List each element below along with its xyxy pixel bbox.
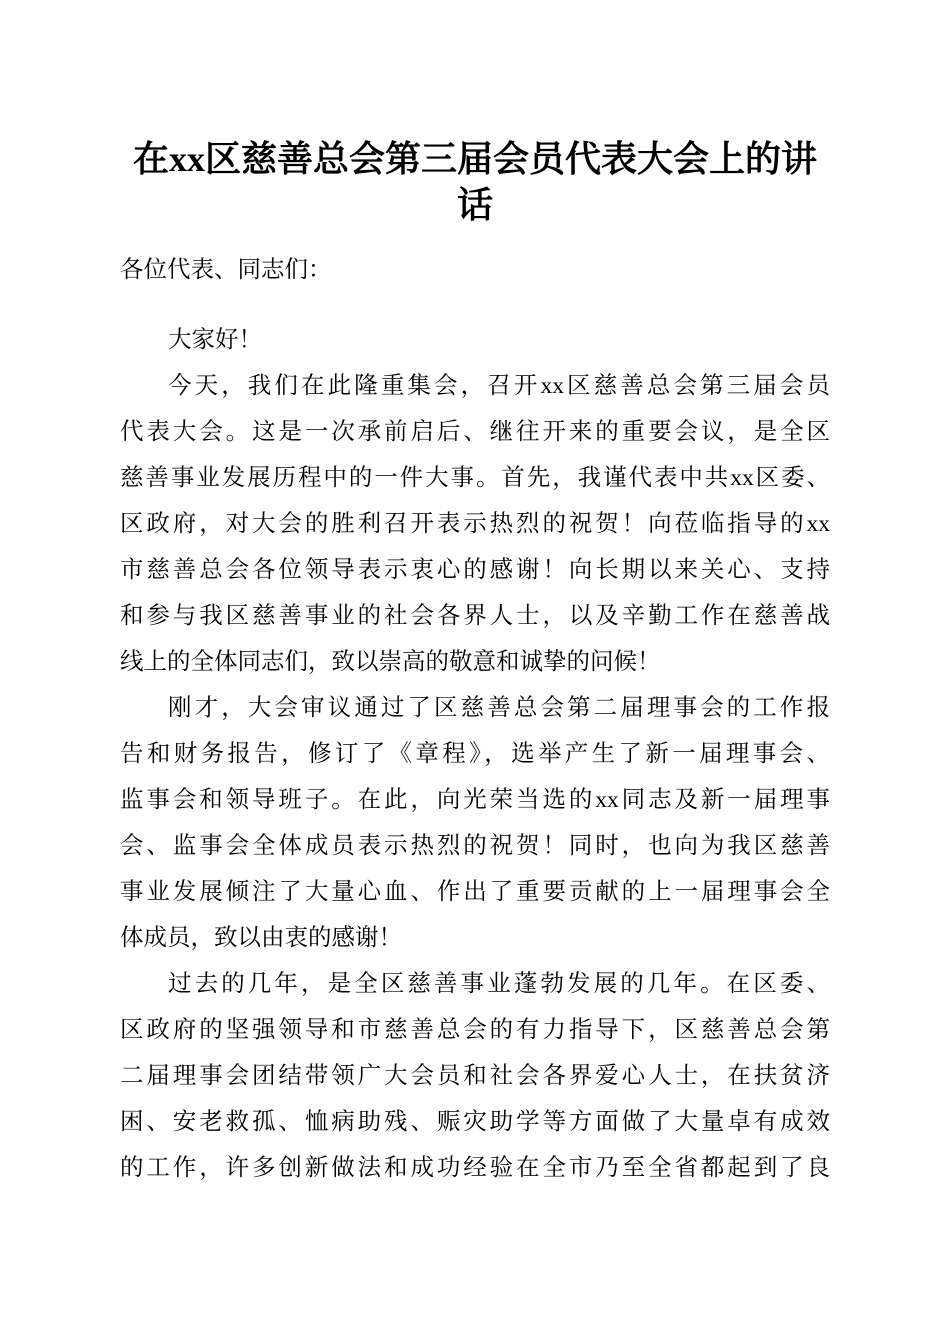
paragraphs [120, 324, 830, 1198]
paragraph-line: 告和财务报告，修订了《章程》，选举产生了新一届理事会、 [120, 741, 830, 767]
paragraph-line: 今天，我们在此隆重集会，召开xx区慈善总会第三届会员 [168, 373, 830, 399]
paragraph-line: 代表大会。这是一次承前启后、继往开来的重要会议，是全区 [120, 419, 830, 445]
document-title [100, 136, 850, 228]
document-body [120, 254, 830, 1198]
paragraph-line: 过去的几年，是全区慈善事业蓬勃发展的几年。在区委、 [168, 971, 830, 997]
paragraph-line: 和参与我区慈善事业的社会各界人士，以及辛勤工作在慈善战 [120, 603, 830, 629]
paragraph-line: 刚才，大会审议通过了区慈善总会第二届理事会的工作报 [168, 695, 830, 721]
paragraph-line: 区政府的坚强领导和市慈善总会的有力指导下，区慈善总会第 [120, 1017, 830, 1043]
paragraph-line: 线上的全体同志们，致以崇高的敬意和诚挚的问候！ [120, 649, 661, 675]
paragraph-line: 困、安老救孤、恤病助残、赈灾助学等方面做了大量卓有成效 [120, 1109, 830, 1135]
paragraph-line: 区政府，对大会的胜利召开表示热烈的祝贺！向莅临指导的xx [120, 511, 830, 537]
salutation: 各位代表、同志们： [120, 257, 332, 283]
paragraph-line: 体成员，致以由衷的感谢！ [120, 925, 402, 951]
paragraph-line: 慈善事业发展历程中的一件大事。首先，我谨代表中共xx区委、 [120, 465, 830, 491]
paragraph [120, 370, 830, 692]
paragraph [120, 968, 830, 1198]
title-line: 在xx区慈善总会第三届会员代表大会上的讲 [132, 139, 817, 179]
title-line: 话 [456, 185, 493, 225]
paragraph-line: 二届理事会团结带领广大会员和社会各界爱心人士，在扶贫济 [120, 1063, 830, 1089]
paragraph-line: 大家好！ [168, 327, 262, 353]
paragraph-line: 的工作，许多创新做法和成功经验在全市乃至全省都起到了良 [120, 1155, 830, 1181]
paragraph-line: 会、监事会全体成员表示热烈的祝贺！同时，也向为我区慈善 [120, 833, 830, 859]
paragraph-line: 监事会和领导班子。在此，向光荣当选的xx同志及新一届理事 [120, 787, 830, 813]
paragraph-line: 事业发展倾注了大量心血、作出了重要贡献的上一届理事会全 [120, 879, 830, 905]
paragraph [120, 692, 830, 968]
paragraph-line: 市慈善总会各位领导表示衷心的感谢！向长期以来关心、支持 [120, 557, 830, 583]
paragraph [120, 324, 830, 370]
